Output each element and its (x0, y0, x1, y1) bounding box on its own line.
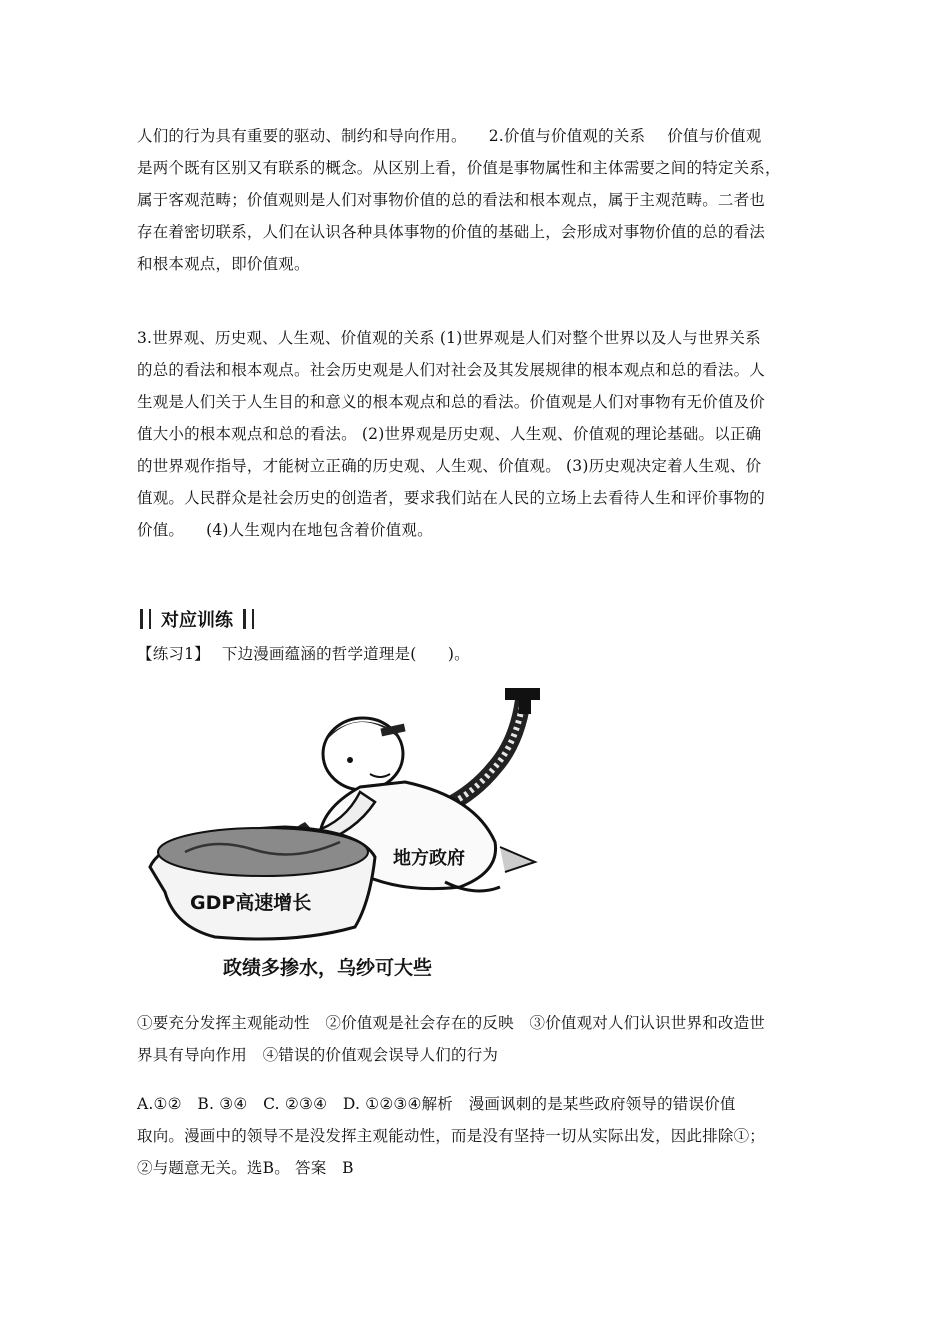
answer-block (137, 1088, 817, 1184)
figure-sleeve (500, 847, 535, 872)
text-line: 的总的看法和根本观点。社会历史观是人们对社会及其发展规律的根本观点和总的看法。人 (137, 361, 766, 379)
answer-line: 取向。漫画中的领导不是没发挥主观能动性，而是没有坚持一切从实际出发，因此排除①； (137, 1127, 766, 1145)
cartoon-illustration (145, 682, 540, 982)
figure-label: 地方政府 (393, 848, 465, 869)
cartoon-caption: 政绩多掺水，乌纱可大些 (223, 957, 433, 979)
text-line: 属于客观范畴；价值观则是人们对事物价值的总的看法和根本观点，属于主观范畴。二者也 (137, 191, 766, 209)
text-line: 人们的行为具有重要的驱动、制约和导向作用。 2.价值与价值观的关系 价值与价值观 (137, 127, 762, 145)
paragraph-value-relation (137, 120, 817, 280)
section-heading (140, 606, 254, 632)
text-line: 和根本观点，即价值观。 (137, 255, 310, 273)
options-line: ①要充分发挥主观能动性 ②价值观是社会存在的反映 ③价值观对人们认识世界和改造世 (137, 1014, 766, 1032)
options-block (137, 1007, 817, 1071)
bowl-label: GDP高速增长 (190, 892, 312, 914)
exercise-label: 【练习1】 (137, 645, 210, 663)
text-line: 值观。人民群众是社会历史的创造者，要求我们站在人民的立场上去看待人生和评价事物的 (137, 489, 766, 507)
question-text: 下边漫画蕴涵的哲学道理是( )。 (221, 645, 470, 663)
text-line: 的世界观作指导，才能树立正确的历史观、人生观、价值观。 (3)历史观决定着人生观、价 (137, 457, 762, 475)
heading-bar-icon (140, 609, 151, 629)
answer-line: A.①② B. ③④ C. ②③④ D. ①②③④解析 漫画讽刺的是某些政府领导的错误价值 (137, 1095, 736, 1113)
text-line: 存在着密切联系，人们在认识各种具体事物的价值的基础上，会形成对事物价值的总的看法 (137, 223, 766, 241)
options-line: 界具有导向作用 ④错误的价值观会误导人们的行为 (137, 1046, 499, 1064)
heading-bar-icon (243, 609, 254, 629)
section-title: 对应训练 (161, 610, 233, 631)
tap-spout (519, 698, 531, 714)
exercise-question (137, 638, 817, 670)
text-line: 值大小的根本观点和总的看法。 (2)世界观是历史观、人生观、价值观的理论基础。以正确 (137, 425, 762, 443)
paragraph-four-views (137, 322, 817, 546)
text-line: 生观是人们关于人生目的和意义的根本观点和总的看法。价值观是人们对事物有无价值及价 (137, 393, 766, 411)
text-line: 价值。 (4)人生观内在地包含着价值观。 (137, 521, 433, 539)
text-line: 3.世界观、历史观、人生观、价值观的关系 (1)世界观是人们对整个世界以及人与世界关系 (137, 329, 761, 347)
text-line: 是两个既有区别又有联系的概念。从区别上看，价值是事物属性和主体需要之间的特定关系， (137, 159, 781, 177)
answer-line: ②与题意无关。选B。 答案 B (137, 1159, 354, 1177)
figure-eye (347, 757, 353, 763)
